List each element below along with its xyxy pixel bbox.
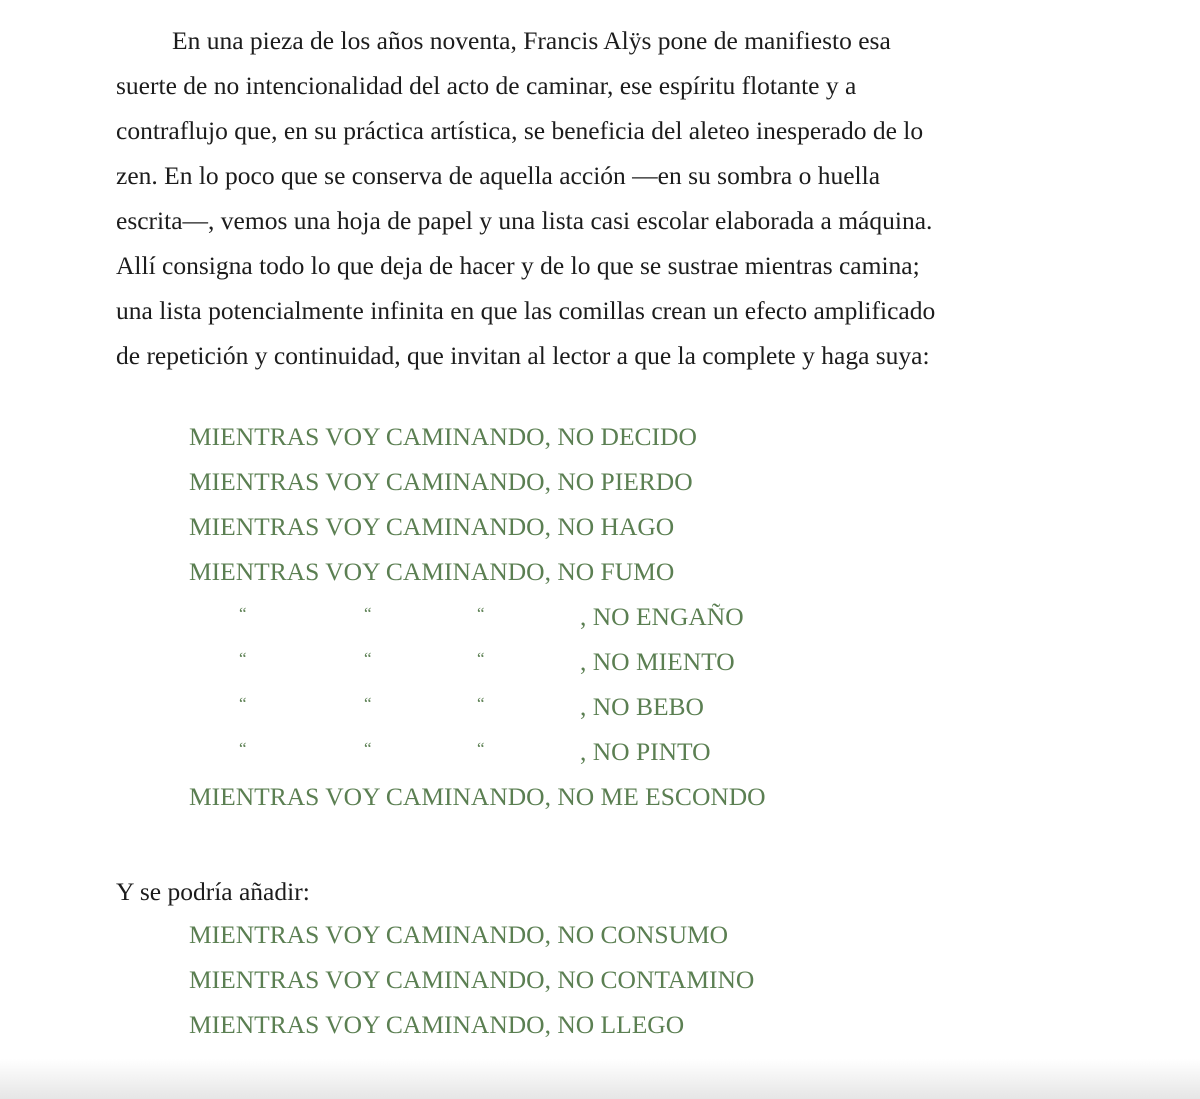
ditto-mark: “ [364,604,372,623]
paragraph-line: escrita—, vemos una hoja de papel y una lista casi escolar elaborada a máquina. [116,206,933,235]
list-item: MIENTRAS VOY CAMINANDO, NO DECIDO [189,422,697,451]
ditto-tail: , NO PINTO [580,737,711,766]
ditto-mark: “ [477,604,485,623]
ditto-mark: “ [364,739,372,758]
list-item: MIENTRAS VOY CAMINANDO, NO FUMO [189,557,675,586]
ditto-mark: “ [477,649,485,668]
page-bottom-shadow [0,1059,1200,1099]
ditto-mark: “ [239,604,247,623]
ditto-mark: “ [364,649,372,668]
list-item: MIENTRAS VOY CAMINANDO, NO HAGO [189,512,675,541]
paragraph-line: contraflujo que, en su práctica artística, se beneficia del aleteo inesperado de lo [116,116,924,145]
list-item-ditto [189,639,766,684]
list-item: MIENTRAS VOY CAMINANDO, NO LLEGO [189,1010,685,1039]
list-item-ditto [189,684,766,729]
paragraph-line: de repetición y continuidad, que invitan al lector a que la complete y haga suya: [116,341,930,370]
paragraph-line: zen. En lo poco que se conserva de aquella acción —en su sombra o huella [116,161,881,190]
list-item: MIENTRAS VOY CAMINANDO, NO ME ESCONDO [189,782,766,811]
list-item: MIENTRAS VOY CAMINANDO, NO CONTAMINO [189,965,755,994]
body-paragraph [116,18,1156,378]
ditto-tail: , NO BEBO [580,692,704,721]
addendum-list [189,912,754,1047]
paragraph-line: suerte de no intencionalidad del acto de caminar, ese espíritu flotante y a [116,71,857,100]
paragraph-line: En una pieza de los años noventa, Francis Alÿs pone de manifiesto esa [172,26,891,55]
list-item: MIENTRAS VOY CAMINANDO, NO PIERDO [189,467,693,496]
ditto-tail: , NO MIENTO [580,647,735,676]
ditto-mark: “ [364,694,372,713]
ditto-tail: , NO ENGAÑO [580,602,744,631]
addendum-intro: Y se podría añadir: [116,877,310,906]
list-item-ditto [189,729,766,774]
ditto-mark: “ [239,694,247,713]
paragraph-line: una lista potencialmente infinita en que las comillas crean un efecto amplificado [116,296,936,325]
paragraph-line: Allí consigna todo lo que deja de hacer y de lo que se sustrae mientras camina; [116,251,920,280]
ditto-mark: “ [239,649,247,668]
walking-list [189,414,766,819]
ditto-mark: “ [477,739,485,758]
list-item-ditto [189,594,766,639]
ditto-mark: “ [239,739,247,758]
list-item: MIENTRAS VOY CAMINANDO, NO CONSUMO [189,920,729,949]
ditto-mark: “ [477,694,485,713]
